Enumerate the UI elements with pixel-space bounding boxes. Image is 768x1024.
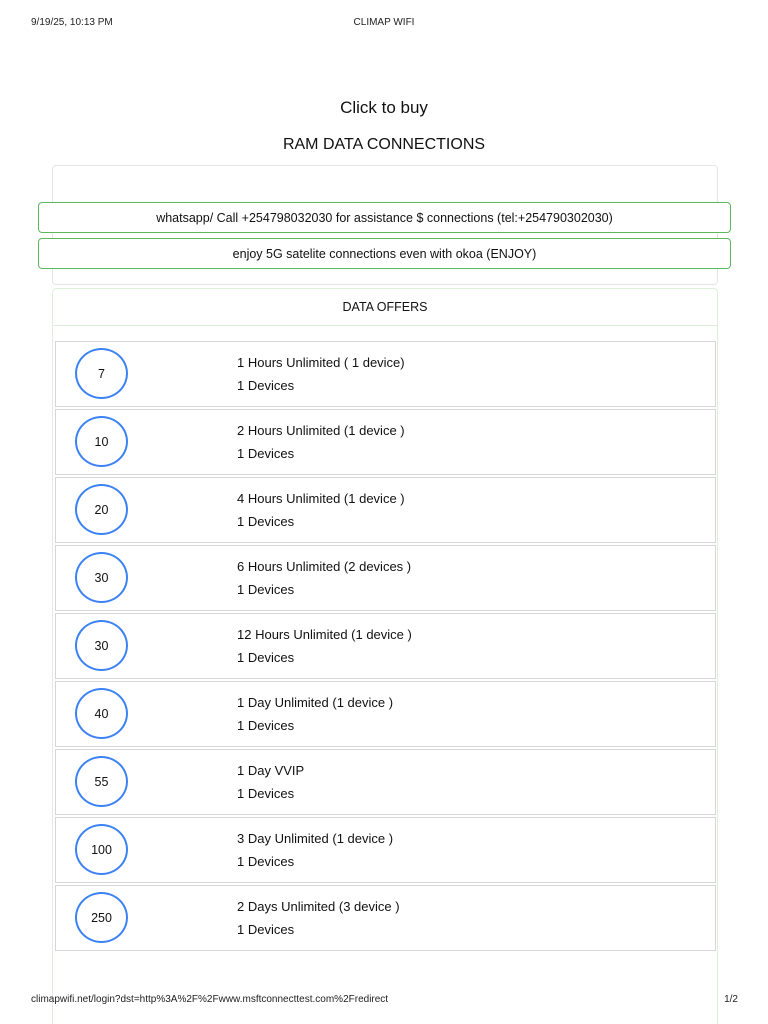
offer-item[interactable] — [55, 409, 716, 475]
offers-list — [55, 341, 716, 953]
click-to-buy-heading: Click to buy — [340, 98, 428, 117]
price-badge[interactable]: 30 — [75, 552, 128, 603]
offer-item[interactable] — [55, 885, 716, 951]
offer-item[interactable] — [55, 749, 716, 815]
offer-name: 1 Hours Unlimited ( 1 device) — [237, 355, 405, 370]
offer-item[interactable] — [55, 681, 716, 747]
price-badge[interactable]: 100 — [75, 824, 128, 875]
page-number: 1/2 — [724, 994, 738, 1005]
page-url: climapwifi.net/login?dst=http%3A%2F%2Fwww.msftconnecttest.com%2Fredirect — [31, 994, 389, 1005]
data-offers-card — [52, 288, 718, 1024]
offer-item[interactable] — [55, 545, 716, 611]
offer-devices: 1 Devices — [237, 718, 295, 733]
offer-item[interactable] — [55, 477, 716, 543]
offer-devices: 1 Devices — [237, 446, 295, 461]
offer-name: 2 Days Unlimited (3 device ) — [237, 899, 400, 914]
5g-notice — [38, 238, 731, 269]
print-footer — [0, 994, 768, 1008]
offer-name: 3 Day Unlimited (1 device ) — [237, 831, 394, 846]
5g-notice-text: enjoy 5G satelite connections even with okoa (ENJOY) — [232, 246, 537, 261]
offer-name: 1 Day Unlimited (1 device ) — [237, 695, 394, 710]
offer-name: 2 Hours Unlimited (1 device ) — [237, 423, 405, 438]
print-header — [0, 17, 768, 31]
offer-item[interactable] — [55, 817, 716, 883]
price-badge[interactable]: 20 — [75, 484, 128, 535]
offer-devices: 1 Devices — [237, 922, 295, 937]
offer-devices: 1 Devices — [237, 854, 295, 869]
print-page-title: CLIMAP WIFI — [353, 17, 415, 28]
brand-heading: RAM DATA CONNECTIONS — [282, 136, 486, 153]
price-badge[interactable]: 30 — [75, 620, 128, 671]
offer-devices: 1 Devices — [237, 786, 295, 801]
offer-devices: 1 Devices — [237, 514, 295, 529]
price-badge[interactable]: 7 — [75, 348, 128, 399]
offer-name: 4 Hours Unlimited (1 device ) — [237, 491, 405, 506]
offer-devices: 1 Devices — [237, 650, 295, 665]
offer-name: 12 Hours Unlimited (1 device ) — [237, 627, 412, 642]
offer-name: 1 Day VVIP — [237, 763, 305, 778]
print-datetime: 9/19/25, 10:13 PM — [31, 17, 113, 28]
offer-devices: 1 Devices — [237, 582, 295, 597]
price-badge[interactable]: 10 — [75, 416, 128, 467]
price-badge[interactable]: 40 — [75, 688, 128, 739]
whatsapp-notice-text: whatsapp/ Call +254798032030 for assistance $ connections (tel:+254790302030) — [156, 210, 613, 225]
offer-item[interactable] — [55, 613, 716, 679]
offer-devices: 1 Devices — [237, 378, 295, 393]
offer-item[interactable] — [55, 341, 716, 407]
data-offers-title: DATA OFFERS — [53, 289, 717, 326]
price-badge[interactable]: 55 — [75, 756, 128, 807]
price-badge[interactable]: 250 — [75, 892, 128, 943]
offer-name: 6 Hours Unlimited (2 devices ) — [237, 559, 412, 574]
whatsapp-notice[interactable] — [38, 202, 731, 233]
